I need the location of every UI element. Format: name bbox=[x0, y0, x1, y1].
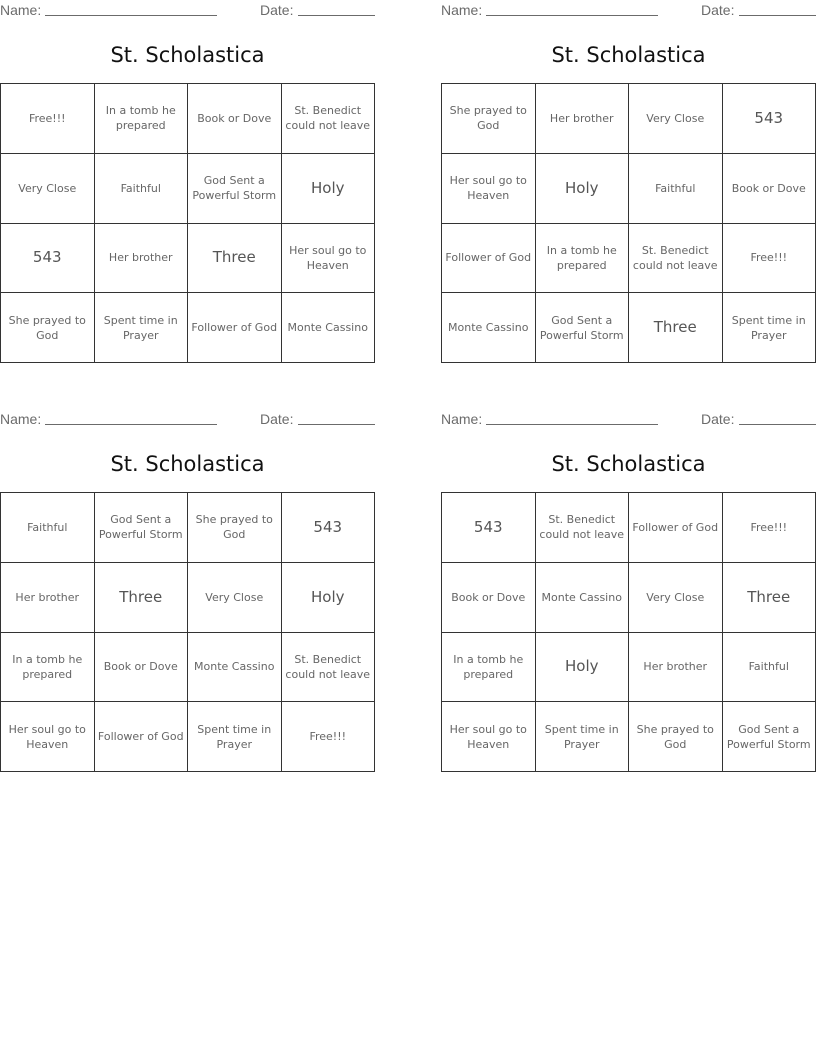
bingo-cell: Follower of God bbox=[95, 702, 189, 772]
name-label: Name: bbox=[441, 411, 483, 427]
bingo-cell: Free!!! bbox=[723, 224, 816, 294]
bingo-cell: Follower of God bbox=[629, 493, 723, 563]
bingo-cell: She prayed to God bbox=[188, 493, 282, 563]
bingo-cell: Three bbox=[188, 224, 282, 294]
bingo-cell: Book or Dove bbox=[188, 84, 282, 154]
date-label: Date: bbox=[701, 2, 735, 18]
bingo-cell: Faithful bbox=[1, 493, 95, 563]
bingo-grid bbox=[0, 492, 375, 772]
bingo-cell: Holy bbox=[536, 154, 630, 224]
date-blank-line bbox=[739, 15, 816, 16]
bingo-cell: Monte Cassino bbox=[188, 633, 282, 703]
bingo-card bbox=[441, 0, 816, 365]
bingo-cell: Free!!! bbox=[723, 493, 816, 563]
bingo-cell: Her brother bbox=[1, 563, 95, 633]
card-title: St. Scholastica bbox=[551, 43, 706, 67]
date-blank-line bbox=[298, 424, 375, 425]
name-label: Name: bbox=[441, 2, 483, 18]
name-blank-line bbox=[486, 15, 658, 16]
bingo-cell: Monte Cassino bbox=[536, 563, 630, 633]
bingo-cell: In a tomb he prepared bbox=[442, 633, 536, 703]
bingo-cell: St. Benedict could not leave bbox=[282, 84, 376, 154]
bingo-cell: Spent time in Prayer bbox=[536, 702, 630, 772]
bingo-cell: 543 bbox=[1, 224, 95, 294]
name-blank-line bbox=[486, 424, 658, 425]
bingo-card bbox=[441, 409, 816, 774]
bingo-cell: Her brother bbox=[629, 633, 723, 703]
bingo-cell: She prayed to God bbox=[442, 84, 536, 154]
bingo-cell: In a tomb he prepared bbox=[1, 633, 95, 703]
card-title: St. Scholastica bbox=[551, 452, 706, 476]
bingo-cell: Spent time in Prayer bbox=[723, 293, 816, 363]
name-blank-line bbox=[45, 15, 217, 16]
bingo-cell: In a tomb he prepared bbox=[95, 84, 189, 154]
bingo-cell: Her soul go to Heaven bbox=[282, 224, 376, 294]
bingo-cell: Her brother bbox=[95, 224, 189, 294]
bingo-cell: She prayed to God bbox=[1, 293, 95, 363]
bingo-cell: Book or Dove bbox=[95, 633, 189, 703]
bingo-cell: Monte Cassino bbox=[282, 293, 376, 363]
bingo-cell: Holy bbox=[282, 563, 376, 633]
bingo-cell: Book or Dove bbox=[442, 563, 536, 633]
bingo-cell: Spent time in Prayer bbox=[188, 702, 282, 772]
card-header bbox=[0, 409, 375, 431]
date-blank-line bbox=[739, 424, 816, 425]
bingo-cell: God Sent a Powerful Storm bbox=[536, 293, 630, 363]
bingo-cell: Free!!! bbox=[282, 702, 376, 772]
name-label: Name: bbox=[0, 411, 42, 427]
bingo-cell: God Sent a Powerful Storm bbox=[95, 493, 189, 563]
bingo-cell: 543 bbox=[442, 493, 536, 563]
bingo-cell: Her soul go to Heaven bbox=[1, 702, 95, 772]
card-header bbox=[441, 409, 816, 431]
date-label: Date: bbox=[260, 411, 294, 427]
bingo-cell: Book or Dove bbox=[723, 154, 816, 224]
name-label: Name: bbox=[0, 2, 42, 18]
bingo-cell: Holy bbox=[536, 633, 630, 703]
bingo-cell: Very Close bbox=[629, 563, 723, 633]
bingo-cell: Very Close bbox=[1, 154, 95, 224]
bingo-cell: God Sent a Powerful Storm bbox=[188, 154, 282, 224]
bingo-cell: Free!!! bbox=[1, 84, 95, 154]
bingo-cell: God Sent a Powerful Storm bbox=[723, 702, 816, 772]
bingo-cell: Three bbox=[95, 563, 189, 633]
bingo-cell: Very Close bbox=[629, 84, 723, 154]
bingo-grid bbox=[0, 83, 375, 363]
bingo-card bbox=[0, 0, 375, 365]
bingo-cell: Holy bbox=[282, 154, 376, 224]
bingo-grid bbox=[441, 83, 816, 363]
card-title: St. Scholastica bbox=[110, 43, 265, 67]
date-label: Date: bbox=[701, 411, 735, 427]
bingo-cell: Faithful bbox=[629, 154, 723, 224]
bingo-cell: She prayed to God bbox=[629, 702, 723, 772]
bingo-card bbox=[0, 409, 375, 774]
bingo-cell: Her soul go to Heaven bbox=[442, 154, 536, 224]
date-label: Date: bbox=[260, 2, 294, 18]
bingo-cell: Three bbox=[629, 293, 723, 363]
date-blank-line bbox=[298, 15, 375, 16]
bingo-cell: Spent time in Prayer bbox=[95, 293, 189, 363]
name-blank-line bbox=[45, 424, 217, 425]
bingo-cell: Her brother bbox=[536, 84, 630, 154]
bingo-cell: Faithful bbox=[723, 633, 816, 703]
bingo-cell: Follower of God bbox=[442, 224, 536, 294]
bingo-cell: Three bbox=[723, 563, 816, 633]
bingo-grid bbox=[441, 492, 816, 772]
bingo-cell: Very Close bbox=[188, 563, 282, 633]
bingo-cell: Follower of God bbox=[188, 293, 282, 363]
bingo-cell: St. Benedict could not leave bbox=[629, 224, 723, 294]
card-header bbox=[441, 0, 816, 22]
bingo-cell: 543 bbox=[282, 493, 376, 563]
bingo-cell: 543 bbox=[723, 84, 816, 154]
bingo-cell: Faithful bbox=[95, 154, 189, 224]
bingo-cell: St. Benedict could not leave bbox=[536, 493, 630, 563]
bingo-cell: In a tomb he prepared bbox=[536, 224, 630, 294]
bingo-cell: Her soul go to Heaven bbox=[442, 702, 536, 772]
card-title: St. Scholastica bbox=[110, 452, 265, 476]
bingo-cell: St. Benedict could not leave bbox=[282, 633, 376, 703]
card-header bbox=[0, 0, 375, 22]
bingo-cell: Monte Cassino bbox=[442, 293, 536, 363]
